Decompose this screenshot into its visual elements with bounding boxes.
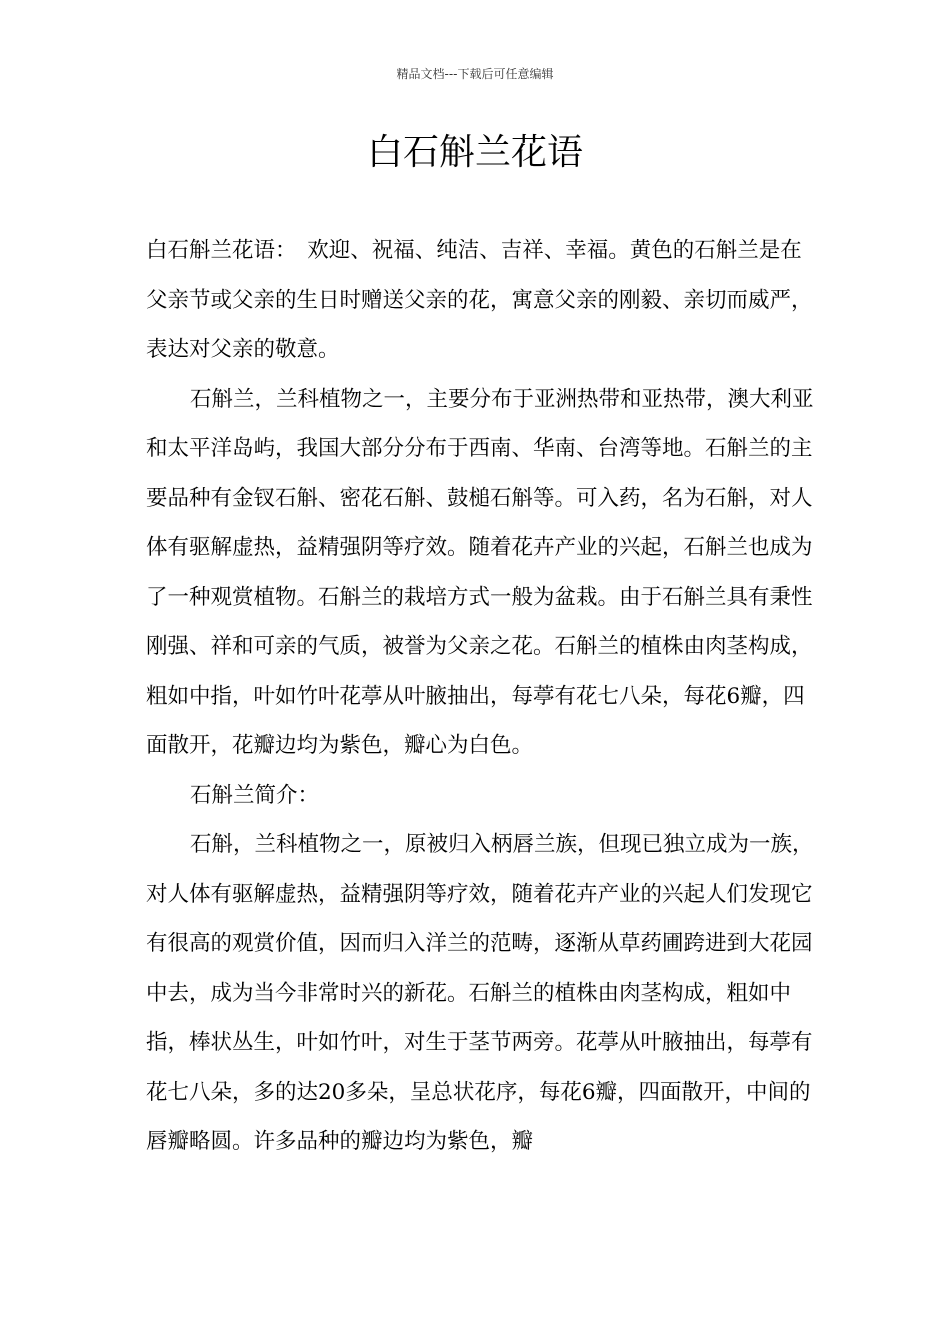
- document-title: 白石斛兰花语: [366, 132, 583, 173]
- paragraph-overview: 石斛兰，兰科植物之一，主要分布于亚洲热带和亚热带，澳大利亚和太平洋岛屿，我国大部分分布于西南、华南、台湾等地。石斛兰的主要品种有金钗石斛、密花石斛、鼓槌石斛等。可入药，名为石斛，对人体有驱解虚热，益精强阴等疗效。随着花卉产业的兴起，石斛兰也成为了一种观赏植物。石斛兰的栽培方式一般为盆栽。由于石斛兰具有秉性刚强、祥和可亲的气质，被誉为父亲之花。石斛兰的植株由肉茎构成，粗如中指，叶如竹叶花葶从叶腋抽出，每葶有花七八朵，每花6瓣，四面散开，花瓣边均为紫色，瓣心为白色。: [146, 386, 814, 758]
- document-body: [146, 226, 818, 1167]
- header-note: 精品文档---下载后可任意编辑: [396, 67, 554, 81]
- section-heading-intro: 石斛兰简介：: [190, 782, 320, 808]
- paragraph-flower-language: 白石斛兰花语： 欢迎、祝福、纯洁、吉祥、幸福。黄色的石斛兰是在父亲节或父亲的生日时赠送父亲的花，寓意父亲的刚毅、亲切而威严，表达对父亲的敬意。: [146, 238, 813, 362]
- paragraph-intro: 石斛，兰科植物之一，原被归入柄唇兰族，但现已独立成为一族，对人体有驱解虚热，益精强阴等疗效，随着花卉产业的兴起人们发现它有很高的观赏价值，因而归入洋兰的范畴，逐渐从草药圃跨进到大花园中去，成为当今非常时兴的新花。石斛兰的植株由肉茎构成，粗如中指，棒状丛生，叶如竹叶，对生于茎节两旁。花葶从叶腋抽出，每葶有花七八朵，多的达20多朵，呈总状花序，每花6瓣，四面散开，中间的唇瓣略圆。许多品种的瓣边均为紫色，瓣: [146, 832, 814, 1154]
